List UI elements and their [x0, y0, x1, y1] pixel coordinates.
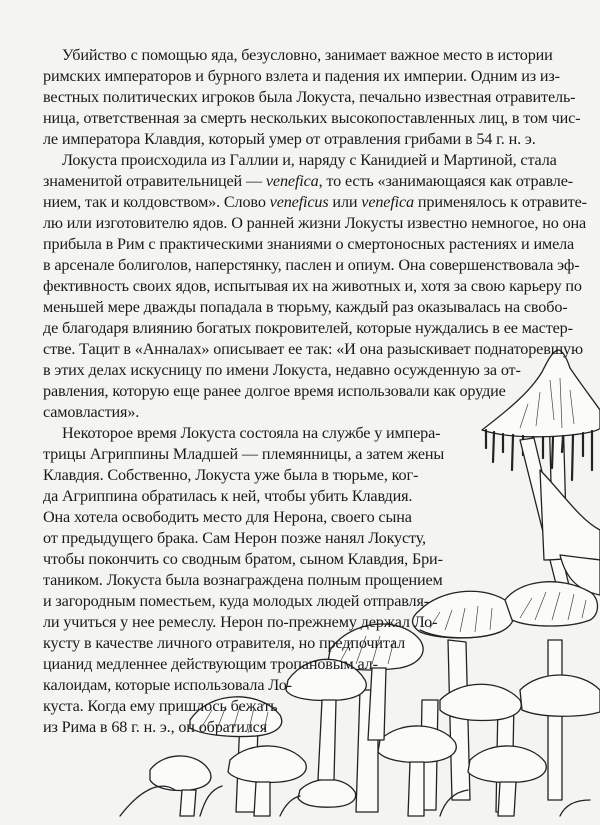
text-line: самовластия».: [43, 403, 140, 421]
text-line: трицы Агриппины Младшей — племянницы, а затем жены: [43, 445, 445, 463]
text-span: применялось к отравите-: [414, 193, 587, 211]
text-line: Локуста происходила из Галлии и, наряду с Канидией и Мартиной, стала: [62, 151, 557, 169]
text-line: стве. Тацит в «Анналах» описывает ее так: «И она разыскивает поднаторевшую: [43, 340, 583, 358]
text-line: [43, 171, 573, 191]
text-line: в арсенале болиголов, наперстянку, паслен и опиум. Она совершенствовала эф-: [43, 256, 580, 274]
text-line: равления, которую еще ранее долгое время использовали как орудие: [43, 382, 506, 400]
text-line: да Агриппина обратилась к ней, чтобы убить Клавдия.: [43, 487, 413, 505]
latin-term: venefica: [361, 193, 415, 211]
text-line: калоидам, которые использовала Ло-: [43, 676, 292, 694]
text-line: вестных политических игроков была Локуста, печально известная отравитель-: [43, 88, 576, 106]
text-line: куста. Когда ему пришлось бежать: [43, 697, 278, 715]
text-line: чтобы покончить со сводным братом, сыном Клавдия, Бри-: [43, 550, 443, 568]
text-span: , то есть «занимающаяся как отравле-: [318, 172, 574, 190]
text-line: де благодаря влиянию богатых покровителей, которые нуждались в ее мастер-: [43, 319, 573, 337]
text-line: Убийство с помощью яда, безусловно, занимает важное место в истории: [62, 46, 553, 64]
text-line: прибыла в Рим с практическими знаниями о смертоносных растениях и имела: [43, 235, 575, 253]
text-span: знаменитой отравительницей —: [43, 172, 266, 190]
text-line: фективность своих ядов, испытывая их на животных и, хотя за свою карьеру по: [43, 277, 582, 295]
latin-term: veneficа: [265, 172, 319, 190]
text-line: ли учиться у нее ремеслу. Нерон по-прежнему держал Ло-: [43, 613, 438, 631]
text-line: [43, 192, 587, 212]
text-line: меньшей мере дважды попадала в тюрьму, каждый раз оказывалась на свобо-: [43, 298, 568, 316]
text-line: от предыдущего брака. Сам Нерон позже нанял Локусту,: [43, 529, 426, 547]
text-line: Клавдия. Собственно, Локуста уже была в тюрьме, ког-: [43, 466, 419, 484]
text-line: ле императора Клавдия, который умер от отравления грибами в 54 г. н. э.: [43, 130, 536, 148]
text-span: или: [328, 193, 362, 211]
text-line: лю или изготовителю ядов. О ранней жизни Локусты известно немногое, но она: [43, 214, 587, 232]
text-line: ница, ответственная за смерть нескольких высокопоставленных лиц, в том чис-: [43, 109, 581, 127]
text-line: в этих делах искусницу по имени Локуста, недавно осужденную за от-: [43, 361, 521, 379]
text-line: Некоторое время Локуста состояла на службе у импера-: [62, 424, 441, 442]
text-line: кусту в качестве личного отравителя, но предпочитал: [43, 634, 406, 652]
text-line: из Рима в 68 г. н. э., он обратился: [43, 718, 267, 736]
text-line: Она хотела освободить место для Нерона, своего сына: [43, 508, 412, 526]
text-line: цианид медленнее действующим тропановым ал-: [43, 655, 378, 673]
text-line: таником. Локуста была вознаграждена полным прощением: [43, 571, 443, 589]
latin-term: veneficus: [269, 193, 329, 211]
text-line: римских императоров и бурного взлета и падения их империи. Одним из из-: [43, 67, 560, 85]
text-span: нием, так и колдовством». Слово: [43, 193, 270, 211]
text-line: и загородным поместьем, куда молодых людей отправля-: [43, 592, 430, 610]
